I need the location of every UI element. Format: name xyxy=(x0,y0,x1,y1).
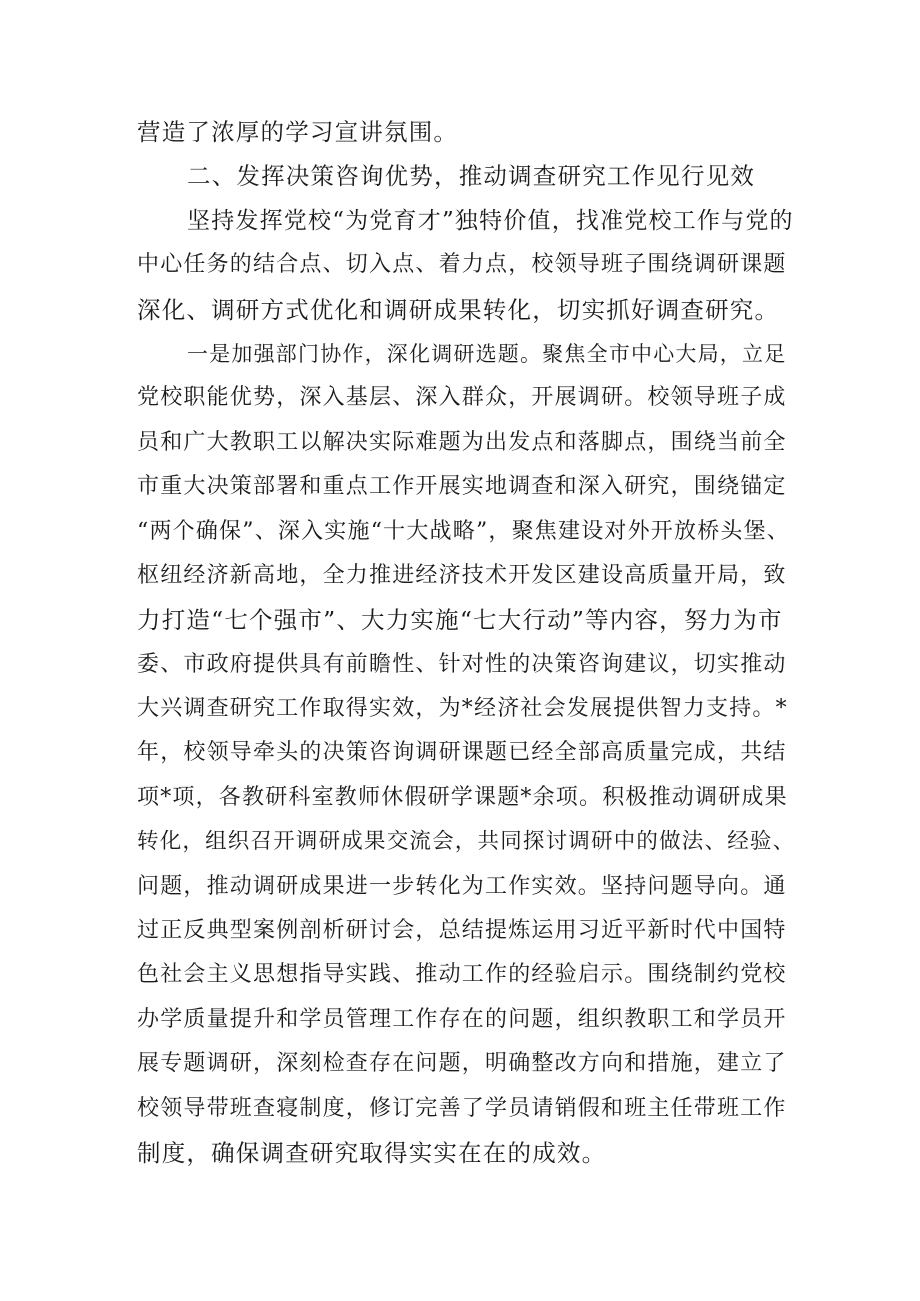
text-line: 问题，推动调研成果进一步转化为工作实效。坚持问题导向。通 xyxy=(137,873,787,899)
text-line: 一是加强部门协作，深化调研选题。聚焦全市中心大局，立足 xyxy=(187,341,787,366)
text-line: 过正反典型案例剖析研讨会，总结提炼运用习近平新时代中国特 xyxy=(137,918,787,944)
text-line: 市重大决策部署和重点工作开展实地调查和深入研究，围绕锚定 xyxy=(137,474,787,500)
section-heading: 二、发挥决策咨询优势，推动调查研究工作见行见效 xyxy=(187,162,756,191)
text-line: “两个确保”、深入实施“十大战略”，聚焦建设对外开放桥头堡、 xyxy=(137,518,790,544)
text-line: 项*项，各教研科室教师休假研学课题*余项。积极推动调研成果 xyxy=(137,784,788,810)
text-line: 校领导带班查寝制度，修订完善了学员请销假和班主任带班工作 xyxy=(137,1095,787,1121)
text-line: 深化、调研方式优化和调研成果转化，切实抓好调查研究。 xyxy=(137,295,780,324)
text-line: 委、市政府提供具有前瞻性、针对性的决策咨询建议，切实推动 xyxy=(137,651,787,677)
text-line: 制度，确保调查研究取得实实在在的成效。 xyxy=(137,1138,607,1167)
text-line: 办学质量提升和学员管理工作存在的问题，组织教职工和学员开 xyxy=(137,1006,787,1032)
text-line: 年，校领导牵头的决策咨询调研课题已经全部高质量完成，共结 xyxy=(137,740,787,766)
text-line: 营造了浓厚的学习宣讲氛围。 xyxy=(137,118,459,146)
document-body xyxy=(137,110,797,1175)
text-line: 转化，组织召开调研成果交流会，共同探讨调研中的做法、经验、 xyxy=(137,829,796,855)
text-line: 坚持发挥党校“为党育才”独特价值，找准党校工作与党的 xyxy=(187,207,794,234)
text-line: 展专题调研，深刻检查存在问题，明确整改方向和措施，建立了 xyxy=(137,1051,787,1077)
text-line: 枢纽经济新高地，全力推进经济技术开发区建设高质量开局，致 xyxy=(137,562,787,588)
text-line: 党校职能优势，深入基层、深入群众，开展调研。校领导班子成 xyxy=(137,385,787,411)
text-line: 大兴调查研究工作取得实效，为*经济社会发展提供智力支持。* xyxy=(137,696,788,722)
text-line: 色社会主义思想指导实践、推动工作的经验启示。围绕制约党校 xyxy=(137,962,787,988)
text-line: 力打造“七个强市”、大力实施“七大行动”等内容，努力为市 xyxy=(137,606,783,635)
text-line: 员和广大教职工以解决实际难题为出发点和落脚点，围绕当前全 xyxy=(137,429,787,455)
text-line: 中心任务的结合点、切入点、着力点，校领导班子围绕调研课题 xyxy=(137,252,787,278)
